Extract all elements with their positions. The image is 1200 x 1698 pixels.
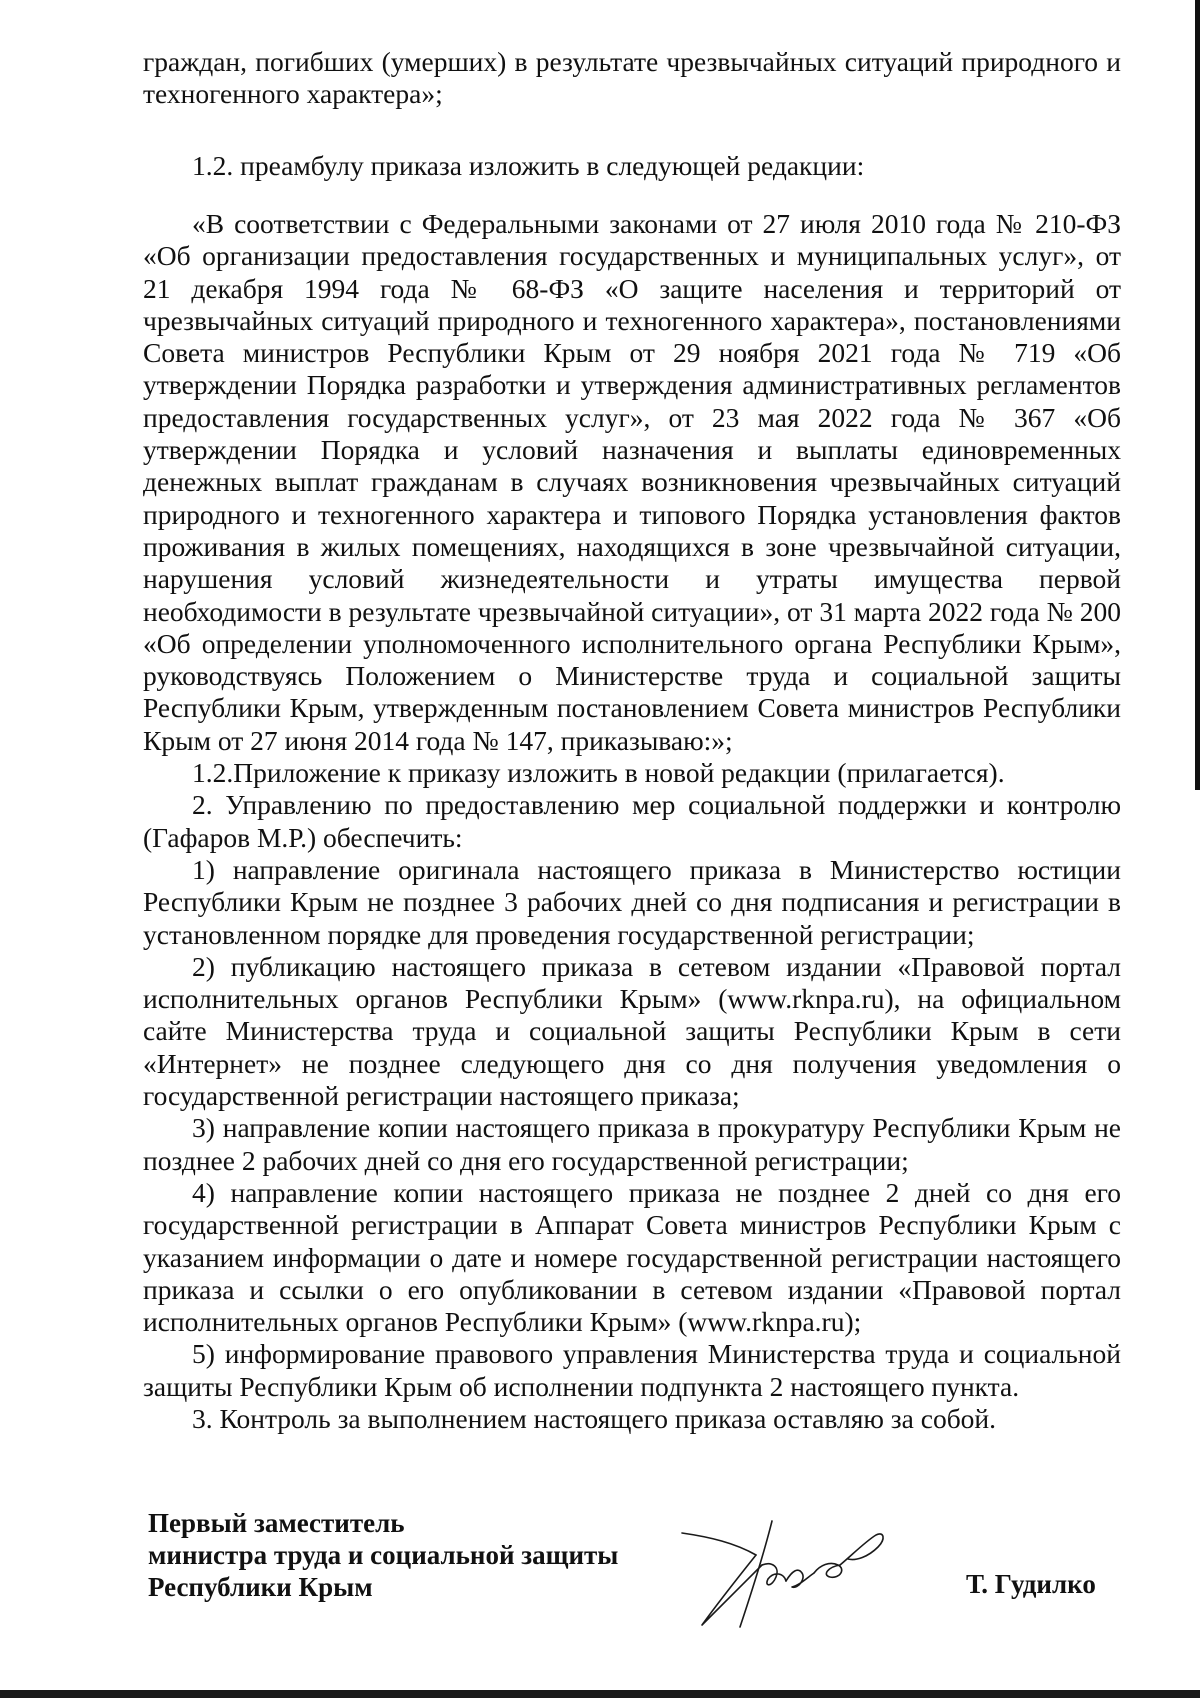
signatory-title-line: министра труда и социальной защиты (148, 1540, 619, 1570)
body-paragraph-1-2: 1.2.Приложение к приказу изложить в новой редакции (прилагается). (192, 757, 1005, 789)
intro-paragraph: граждан, погибших (умерших) в результате чрезвычайных ситуаций природного и техногенного характера»; (143, 46, 1121, 110)
document-body (143, 208, 1121, 1435)
signatory-name: Т. Гудилко (966, 1569, 1096, 1599)
body-subitem-3: 3) направление копии настоящего приказа в прокуратуру Республики Крым не позднее 2 рабочих дней со дня его государственной регистрации; (143, 1112, 1121, 1176)
signatory-title-line: Республики Крым (148, 1572, 373, 1602)
scan-edge-bottom (0, 1690, 1200, 1698)
signatory-title-line: Первый заместитель (148, 1508, 405, 1538)
body-paragraph-3: 3. Контроль за выполнением настоящего приказа оставляю за собой. (192, 1402, 997, 1434)
body-subitem-4: 4) направление копии настоящего приказа не позднее 2 дней со дня его государственной регистрации в Аппарат Совета министров Республики Крым с указанием информации о дате и номере государственной регистрации настоящего приказа и ссылки о его опубликовании в сетевом издании «Правовой портал исполнительных органов Республики Крым» (www.rknpa.ru); (143, 1176, 1121, 1338)
body-paragraph-preamble: «В соответствии с Федеральными законами от 27 июля 2010 года № 210-ФЗ «Об организации предоставления государственных и муниципальных услуг», от 21 декабря 1994 года № 68-ФЗ «О защите населения и территорий от чрезвычайных ситуаций природного и техногенного характера», постановлениями Совета министров Республики Крым от 29 ноября 2021 года № 719 «Об утверждении Порядка разработки и утверждения административных регламентов предоставления государственных услуг», от 23 мая 2022 года № 367 «Об утверждении Порядка и условий назначения и выплаты единовременных денежных выплат гражданам в случаях возникновения чрезвычайных ситуаций природного и техногенного характера и типового Порядка установления фактов проживания в жилых помещениях, находящихся в зоне чрезвычайной ситуации, нарушения условий жизнедеятельности и утраты имущества первой необходимости в результате чрезвычайной ситуации», от 31 марта 2022 года № 200 «Об определении уполномоченного исполнительного органа Республики Крым», руководствуясь Положением о Министерстве труда и социальной защиты Республики Крым, утвержденным постановлением Совета министров Республики Крым от 27 июня 2014 года № 147, приказываю:»; (143, 208, 1121, 756)
body-subitem-5: 5) информирование правового управления Министерства труда и социальной защиты Республики Крым об исполнении подпункта 2 настоящего пункта. (143, 1338, 1121, 1402)
intro-continuation (143, 46, 1121, 111)
body-subitem-2: 2) публикацию настоящего приказа в сетевом издании «Правовой портал исполнительных органов Республики Крым» (www.rknpa.ru), на официальном сайте Министерства труда и социальной защиты Республики Крым в сети «Интернет» не позднее следующего дня со дня получения уведомления о государственной регистрации настоящего приказа; (143, 950, 1121, 1112)
body-paragraph-2: 2. Управлению по предоставлению мер социальной поддержки и контролю (Гафаров М.Р.) обеспечить: (143, 789, 1121, 853)
preamble-heading: 1.2. преамбулу приказа изложить в следующей редакции: (192, 150, 865, 181)
scan-edge-right (1195, 0, 1200, 790)
preamble-heading-block (143, 150, 1121, 182)
body-subitem-1: 1) направление оригинала настоящего приказа в Министерство юстиции Республики Крым не позднее 3 рабочих дней со дня подписания и регистрации в установленном порядке для проведения государственной регистрации; (143, 853, 1121, 950)
handwritten-signature (680, 1515, 890, 1635)
signatory-title (148, 1507, 618, 1603)
